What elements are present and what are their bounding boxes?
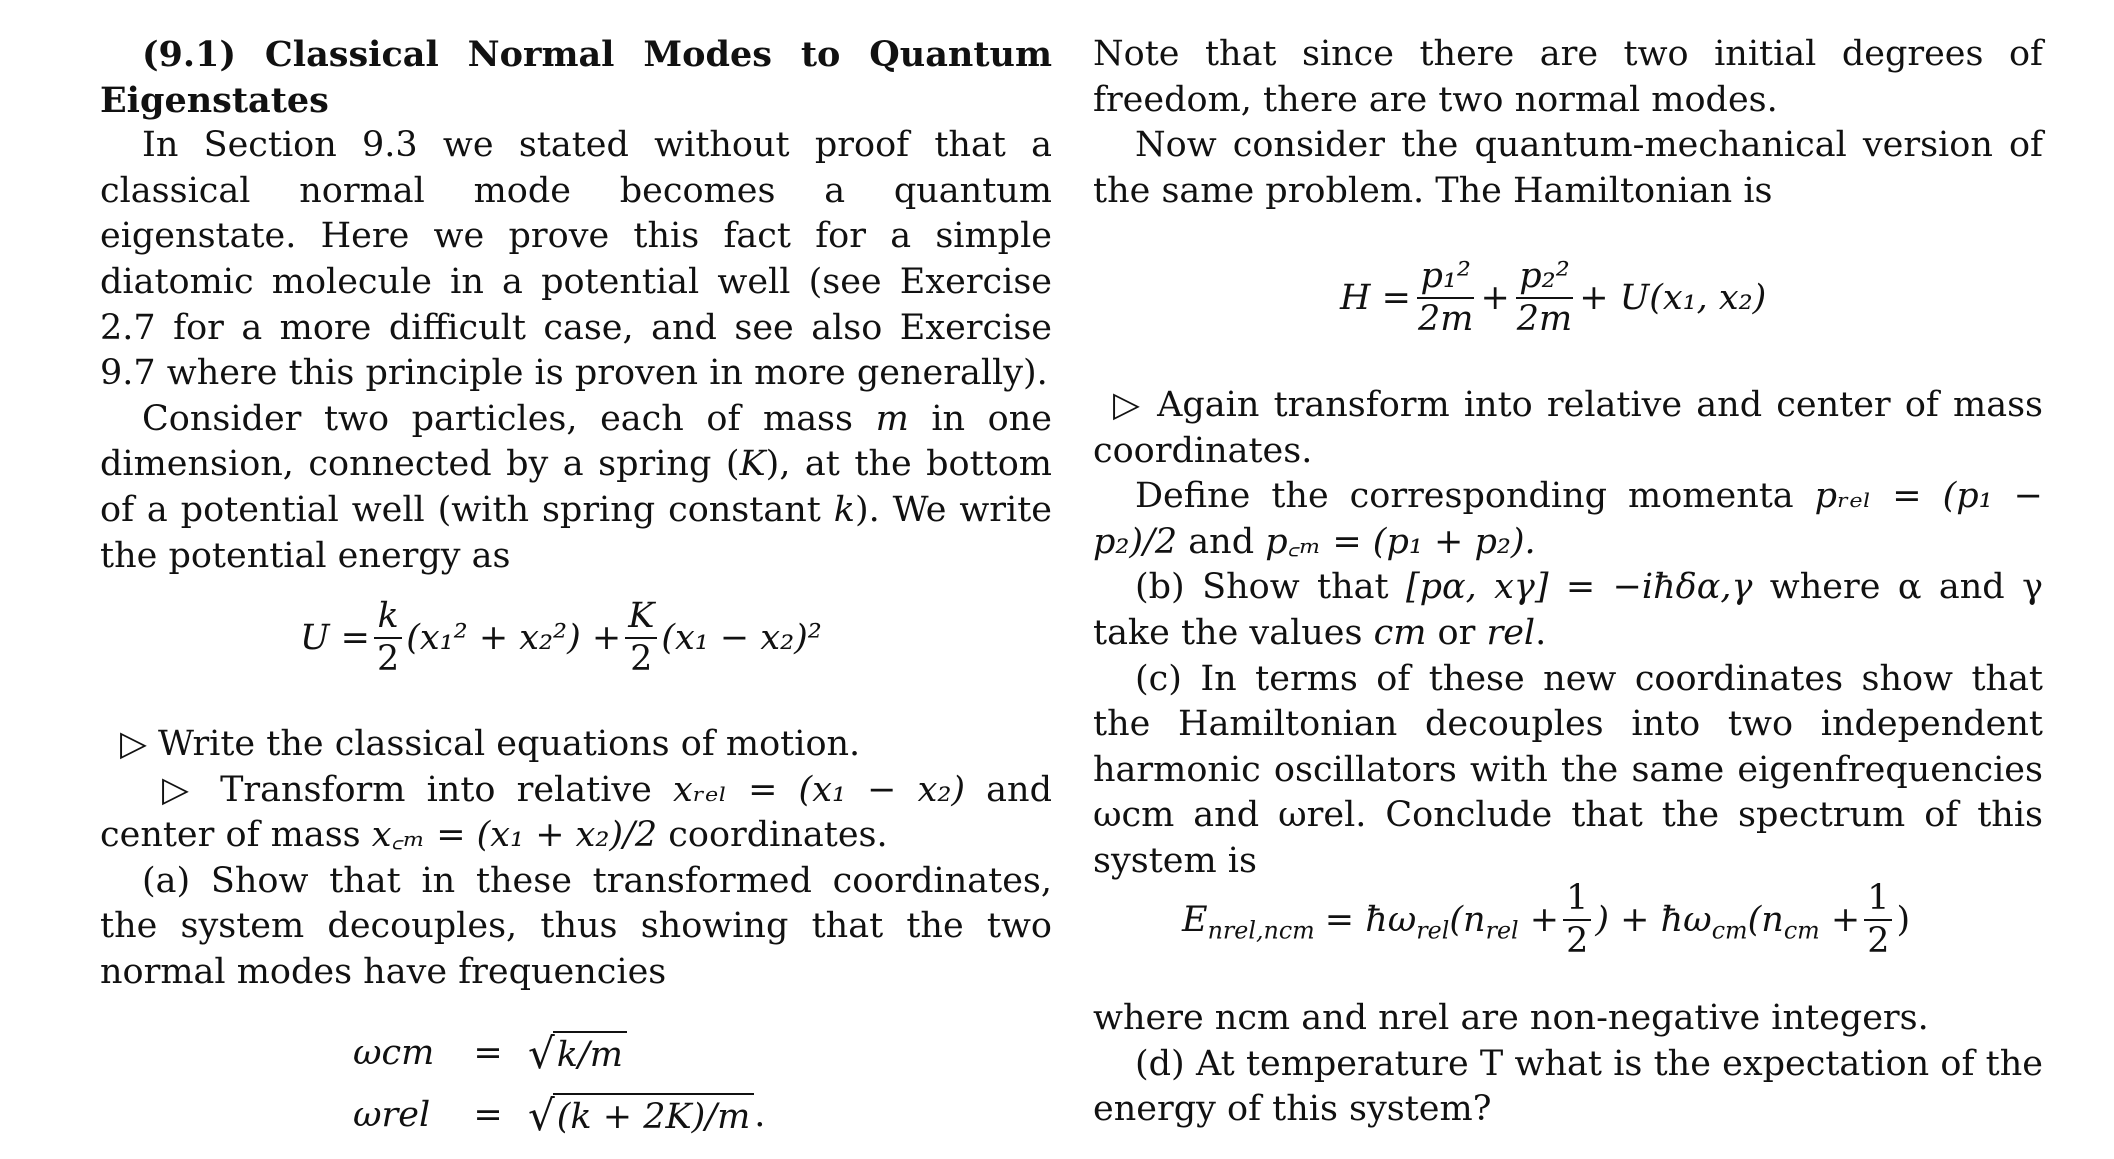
fraction-one-half-cm: $\frac{1}{2}$ — [1864, 880, 1892, 960]
setup-paragraph: Consider two particles, each of mass m in one dimension, connected by a spring (K), at the bottom of a potential well (with spring constant k). We write the potential energy as — [100, 398, 1053, 576]
omega-cm-row: ωcm = √ k/m — [353, 1022, 765, 1084]
fraction-p2-squared-over-2m: $\frac{\text{p₂²}}{2m}$ — [1516, 256, 1573, 339]
instruction-equations-of-motion: ▷ Write the classical equations of motion. — [120, 724, 861, 764]
part-c-question: (c) In terms of these new coordinates show that the Hamiltonian decouples into two independent harmonic oscillators with the same eigenfrequencies ωcm and ωrel. Conclude that the spectrum of this system is — [1093, 658, 2043, 881]
integers-note: where ncm and nrel are non-negative integers. — [1093, 998, 1929, 1038]
instruction-transform-coordinates: ▷ Transform into relative xᵣₑₗ = (x₁ − x₂) and center of mass x꜀ₘ = (x₁ + x₂)/2 coordinates. — [100, 769, 1052, 856]
fraction-one-half-rel: $\frac{1}{2}$ — [1563, 880, 1591, 960]
fraction-k-over-2: $\frac{k}{2}$ — [374, 598, 402, 678]
sqrt-k-plus-2K-over-m: √ (k + 2K)/m — [528, 1093, 754, 1137]
momenta-definition: Define the corresponding momenta pᵣₑₗ = (p₁ − p₂)/2 and p꜀ₘ = (p₁ + p₂). — [1093, 476, 2043, 562]
frequency-equations — [353, 1022, 765, 1146]
intro-paragraph: In Section 9.3 we stated without proof that a classical normal mode becomes a quantum eigenstate. Here we prove this fact for a simple diatomic molecule in a potential well (see Exercise 2.7 for a more difficult case, and see also Exercise 9.7 where this principle is proven in more generally). — [100, 125, 1052, 394]
potential-energy-equation: U = $\frac{k}{2}$ (x₁² + x₂²) + $\frac{K}{2}$ (x₁ − x₂)² — [300, 596, 822, 679]
normal-modes-note: Note that since there are two initial degrees of freedom, there are two normal modes. — [1093, 34, 2043, 120]
sqrt-k-over-m: √ k/m — [528, 1031, 627, 1075]
left-column-lower — [100, 722, 1052, 996]
omega-rel-row: ωrel = √ (k + 2K)/m . — [353, 1091, 766, 1140]
quantum-version-paragraph: Now consider the quantum-mechanical version of the same problem. The Hamiltonian is — [1093, 125, 2043, 211]
instruction-transform-again: ▷ Again transform into relative and center of mass coordinates. — [1093, 385, 2043, 471]
left-column — [100, 32, 1052, 579]
fraction-K-over-2: $\frac{K}{2}$ — [625, 598, 657, 678]
exercise-title: (9.1) Classical Normal Modes to Quantum Eigenstates — [100, 34, 1052, 121]
part-a-question: (a) Show that in these transformed coordinates, the system decouples, thus showing that the two normal modes have frequencies — [100, 860, 1052, 992]
right-column-middle — [1093, 383, 2043, 885]
energy-spectrum-equation: $E_{nrel,ncm}$ = $ħ\omega_{rel}(n_{rel}$ + $\frac{1}{2}$ ) + $ħ\omega_{cm}(n_{cm}$ + $\frac{1}{2}$ ) — [1182, 878, 1911, 961]
right-column-lower — [1093, 996, 2043, 1133]
part-b-question: (b) Show that [pα, xγ] = −iħδα,γ where α and γ take the values cm or rel. — [1093, 567, 2043, 653]
fraction-p1-squared-over-2m: $\frac{\text{p₁²}}{2m}$ — [1417, 256, 1474, 339]
part-d-question: (d) At temperature T what is the expectation of the energy of this system? — [1093, 1043, 2043, 1130]
right-column — [1093, 32, 2043, 214]
hamiltonian-equation: H = $\frac{\text{p₁²}}{2m}$ + $\frac{\text{p₂²}}{2m}$ + U(x₁, x₂) — [1340, 256, 1767, 339]
